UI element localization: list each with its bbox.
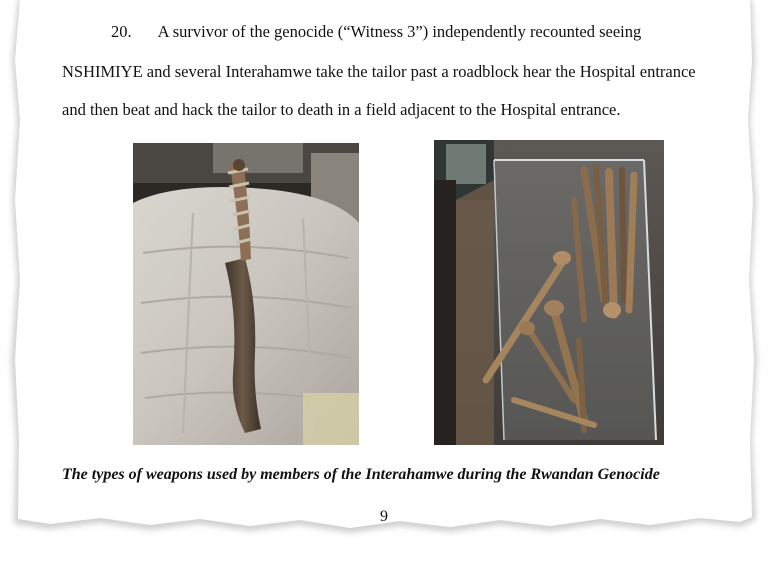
paragraph-text-1: A survivor of the genocide (“Witness 3”) independently recounted seeing (157, 22, 642, 41)
paragraph-number: 20. (111, 22, 132, 41)
machete-photo (133, 143, 359, 445)
paragraph-line-2: NSHIMIYE and several Interahamwe take the tailor past a roadblock hear the Hospital entrance (62, 62, 696, 81)
page-number: 9 (380, 508, 388, 525)
paragraph-line-1 (111, 22, 768, 42)
figure-caption: The types of weapons used by members of the Interahamwe during the Rwandan Genocide (62, 466, 660, 483)
clubs-display-photo (434, 140, 664, 445)
paragraph-line-3: and then beat and hack the tailor to death in a field adjacent to the Hospital entrance. (62, 100, 621, 119)
